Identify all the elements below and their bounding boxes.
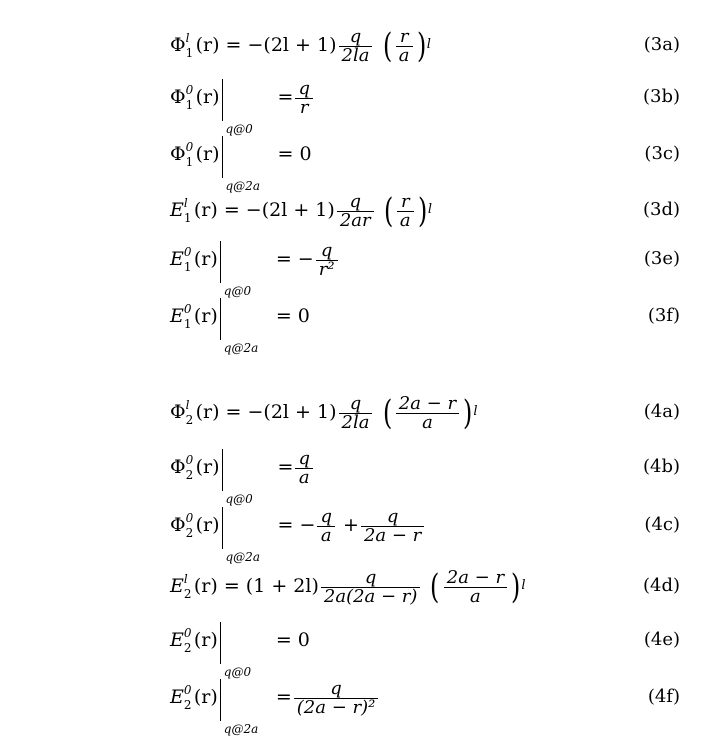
- paren-numerator: 2a − r: [446, 566, 505, 588]
- equation-number: (3f): [647, 305, 680, 326]
- paren-fraction: [397, 190, 414, 231]
- equation-rhs-prefix: = −(2l + 1): [225, 34, 337, 56]
- equation-argument: (r): [195, 34, 220, 56]
- equation-lhs-symbol: E: [170, 305, 184, 327]
- equation-number: (3d): [642, 199, 680, 220]
- paren-denominator: a: [444, 587, 507, 606]
- equation-lhs-symbol: Φ: [170, 456, 186, 478]
- evaluation-condition: q@2a: [225, 179, 260, 193]
- equation-rhs: = 0: [277, 143, 312, 165]
- fraction: [339, 392, 373, 433]
- fraction: [339, 25, 373, 66]
- right-paren: ): [416, 26, 426, 66]
- equation-4e: [170, 620, 682, 679]
- second-fraction-denominator: 2a − r: [361, 526, 424, 545]
- evaluation-bar: [220, 239, 270, 298]
- exponent: l: [521, 578, 526, 593]
- equation-superscript: 0: [183, 626, 192, 640]
- evaluation-condition: q@0: [225, 492, 253, 506]
- equation-superscript: l: [183, 572, 188, 586]
- equation-superscript: 0: [183, 683, 192, 697]
- paren-denominator: a: [396, 46, 413, 65]
- fraction-numerator: q: [349, 392, 362, 414]
- equation-4d: [170, 566, 682, 606]
- fraction-numerator: q: [320, 505, 332, 527]
- paren-numerator: 2a − r: [398, 392, 457, 414]
- equation-superscript: 0: [185, 511, 194, 525]
- right-paren: ): [463, 393, 473, 433]
- equation-superscript: 0: [185, 453, 194, 467]
- equation-subscript: 2: [185, 413, 194, 427]
- equation-number: (4f): [647, 686, 680, 707]
- equation-lhs-symbol: Φ: [170, 401, 186, 423]
- equation-lhs-symbol: Φ: [170, 514, 186, 536]
- paren-denominator: a: [396, 413, 459, 432]
- evaluation-condition: q@0: [225, 122, 253, 136]
- evaluation-condition: q@2a: [225, 550, 260, 564]
- fraction-denominator: (2a − r)²: [294, 698, 379, 717]
- equation-lhs-symbol: E: [170, 686, 184, 708]
- equation-subscript: 2: [185, 526, 194, 540]
- evaluation-bar: [220, 620, 270, 679]
- equation-superscript: l: [185, 398, 190, 412]
- equation-number: (3e): [643, 248, 680, 269]
- fraction: [321, 566, 421, 607]
- equation-rhs-prefix: = −: [277, 514, 316, 536]
- equation-subscript: 2: [183, 698, 192, 712]
- evaluation-condition: q@0: [223, 665, 252, 679]
- fraction-numerator: q: [364, 566, 377, 588]
- fraction-denominator: 2ar: [337, 211, 374, 230]
- equation-rhs-prefix: = −(2l + 1): [225, 401, 337, 423]
- equation-superscript: 0: [185, 140, 194, 154]
- equation-argument: (r): [195, 514, 220, 536]
- fraction-denominator: 2la: [339, 413, 373, 432]
- equation-superscript: l: [183, 196, 188, 210]
- equation-4f: [170, 677, 682, 736]
- equation-subscript: 1: [183, 317, 192, 331]
- fraction-denominator: r: [295, 98, 313, 117]
- equation-rhs-operator: +: [343, 514, 359, 536]
- equation-superscript: l: [185, 31, 190, 45]
- evaluation-bar: [222, 505, 272, 564]
- equation-number: (3b): [642, 86, 680, 107]
- equation-4a: [170, 392, 682, 432]
- equation-lhs-symbol: E: [170, 575, 184, 597]
- paren-numerator: r: [400, 190, 410, 212]
- equation-number: (3c): [644, 143, 680, 164]
- equation-argument: (r): [193, 305, 218, 327]
- fraction-denominator: r²: [316, 260, 338, 279]
- fraction-numerator: q: [320, 239, 333, 261]
- equation-4b: [170, 447, 682, 506]
- equation-lhs-symbol: Φ: [170, 143, 186, 165]
- equation-superscript: 0: [183, 302, 192, 316]
- equation-number: (3a): [643, 34, 680, 55]
- fraction: [317, 505, 335, 546]
- evaluation-condition: q@2a: [223, 722, 259, 736]
- exponent: l: [473, 404, 478, 419]
- left-paren: (: [430, 567, 440, 607]
- equation-4c: [170, 505, 682, 564]
- fraction-numerator: q: [349, 25, 362, 47]
- equation-superscript: 0: [183, 245, 192, 259]
- equation-3f: [170, 296, 682, 355]
- equation-lhs-symbol: E: [170, 629, 184, 651]
- equation-argument: (r): [193, 686, 218, 708]
- equation-subscript: 1: [185, 46, 194, 60]
- fraction: [294, 677, 379, 718]
- exponent: l: [426, 37, 431, 52]
- equation-lhs-symbol: Φ: [170, 86, 186, 108]
- equation-number: (4c): [644, 514, 680, 535]
- equation-subscript: 1: [183, 260, 192, 274]
- fraction-denominator: a: [317, 526, 335, 545]
- equation-number: (4d): [642, 575, 680, 596]
- equation-subscript: 2: [183, 641, 192, 655]
- equation-argument: (r): [195, 456, 220, 478]
- evaluation-condition: q@0: [223, 284, 252, 298]
- left-paren: (: [383, 191, 393, 231]
- fraction-denominator: a: [295, 468, 313, 487]
- equation-subscript: 2: [183, 587, 192, 601]
- evaluation-bar: [222, 447, 272, 506]
- equation-number: (4a): [643, 401, 680, 422]
- equation-subscript: 1: [183, 211, 192, 225]
- exponent: l: [427, 202, 433, 217]
- equation-lhs-symbol: E: [170, 248, 184, 270]
- evaluation-bar: [220, 677, 270, 736]
- equation-argument: (r): [193, 575, 218, 597]
- paren-denominator: a: [397, 211, 414, 230]
- second-fraction: [361, 505, 424, 546]
- equation-3e: [170, 239, 682, 298]
- evaluation-bar: [222, 77, 272, 136]
- left-paren: (: [382, 26, 392, 66]
- equation-number: (4b): [642, 456, 680, 477]
- equation-3d: [170, 190, 682, 230]
- fraction-numerator: q: [349, 190, 361, 212]
- equation-lhs-symbol: E: [170, 199, 184, 221]
- fraction-denominator: 2a(2a − r): [321, 587, 421, 606]
- equation-superscript: 0: [185, 83, 194, 97]
- fraction: [337, 190, 374, 231]
- equation-argument: (r): [195, 143, 220, 165]
- equation-rhs-prefix: =: [277, 456, 294, 478]
- equation-3a: [170, 25, 682, 65]
- equation-argument: (r): [193, 199, 218, 221]
- fraction-numerator: q: [298, 77, 310, 99]
- equation-rhs-prefix: =: [277, 86, 294, 108]
- equation-argument: (r): [193, 248, 218, 270]
- equation-subscript: 1: [185, 98, 194, 112]
- equation-3c: [170, 134, 682, 193]
- paren-numerator: r: [399, 25, 409, 47]
- left-paren: (: [382, 393, 392, 433]
- second-fraction-numerator: q: [386, 505, 399, 527]
- equation-subscript: 2: [185, 468, 194, 482]
- equation-rhs-prefix: = (1 + 2l): [223, 575, 319, 597]
- paren-fraction: [444, 566, 507, 607]
- equation-subscript: 1: [185, 155, 194, 169]
- equation-number: (4e): [643, 629, 680, 650]
- evaluation-bar: [220, 296, 270, 355]
- right-paren: ): [417, 191, 427, 231]
- fraction: [295, 447, 313, 488]
- evaluation-condition: q@2a: [223, 341, 259, 355]
- equation-rhs-prefix: = −(2l + 1): [223, 199, 335, 221]
- equation-rhs: = 0: [275, 629, 310, 651]
- right-paren: ): [511, 567, 521, 607]
- fraction: [295, 77, 313, 118]
- equation-argument: (r): [195, 401, 220, 423]
- equation-argument: (r): [193, 629, 218, 651]
- paren-fraction: [396, 25, 413, 66]
- evaluation-bar: [222, 134, 272, 193]
- fraction: [316, 239, 338, 280]
- equation-lhs-symbol: Φ: [170, 34, 186, 56]
- equation-3b: [170, 77, 682, 136]
- equation-argument: (r): [195, 86, 220, 108]
- fraction-numerator: q: [330, 677, 342, 699]
- equation-rhs-prefix: =: [275, 686, 292, 708]
- equation-rhs: = 0: [275, 305, 310, 327]
- fraction-denominator: 2la: [339, 46, 373, 65]
- fraction-numerator: q: [298, 447, 310, 469]
- equation-rhs-prefix: = −: [275, 248, 314, 270]
- paren-fraction: [396, 392, 459, 433]
